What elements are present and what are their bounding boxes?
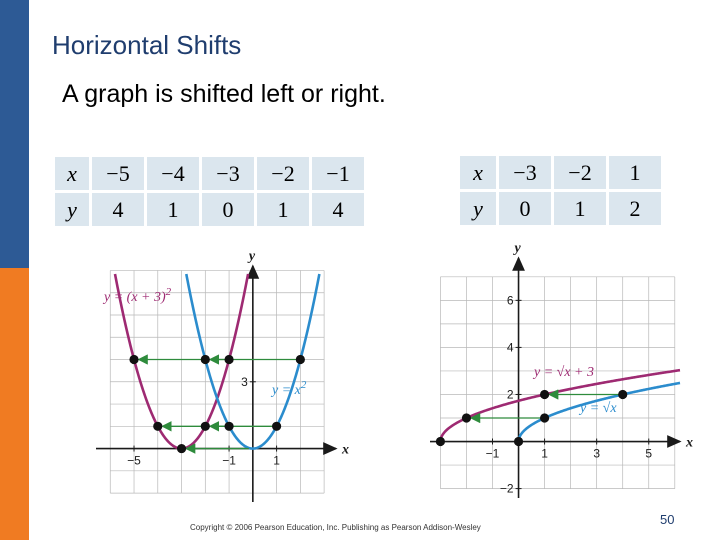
sidebar-accent-top — [0, 0, 29, 268]
table-cell: −1 — [312, 157, 364, 190]
table-row-x — [55, 157, 364, 190]
table-cell: −2 — [554, 156, 606, 189]
table-row-x — [460, 156, 661, 189]
value-table-right — [457, 153, 664, 228]
value-table-left — [52, 154, 367, 229]
x-tick-label: 5 — [645, 446, 653, 461]
x-tick-label: 1 — [273, 453, 280, 468]
slide-title: Horizontal Shifts — [52, 30, 242, 60]
page-number: 50 — [660, 512, 675, 527]
x-tick-label: −5 — [127, 453, 141, 468]
data-point — [272, 422, 281, 431]
table-cell: 4 — [312, 193, 364, 226]
table-row-y — [460, 192, 661, 225]
y-tick-label: 2 — [506, 387, 514, 402]
x-tick-label: −1 — [222, 453, 236, 468]
data-point — [224, 422, 233, 431]
x-tick-label: 3 — [593, 446, 601, 461]
table-cell: −3 — [202, 157, 254, 190]
table-header-y: y — [460, 192, 496, 225]
table-cell: −4 — [147, 157, 199, 190]
data-point — [436, 437, 445, 446]
y-tick-label: 4 — [506, 340, 514, 355]
y-axis-label: y — [248, 249, 256, 264]
sidebar-accent-bottom — [0, 268, 29, 540]
table-cell: 1 — [257, 193, 309, 226]
series-label: $y = (x + 3)^2$ — [104, 286, 172, 305]
data-point — [540, 390, 549, 399]
table-cell: 1 — [554, 192, 606, 225]
y-tick-label: 6 — [506, 293, 514, 308]
data-point — [514, 437, 523, 446]
data-point — [224, 355, 233, 364]
parabola-shift-graph — [96, 249, 349, 502]
data-point — [177, 444, 186, 453]
series-label: y = √x — [580, 401, 617, 416]
table-cell: 0 — [202, 193, 254, 226]
y-tick-label: 3 — [241, 374, 248, 389]
data-point — [462, 413, 471, 422]
series-label: $y = x^2$ — [272, 379, 307, 398]
data-point — [153, 422, 162, 431]
table-cell: −2 — [257, 157, 309, 190]
table-cell: 0 — [499, 192, 551, 225]
data-point — [540, 413, 549, 422]
copyright-footer: Copyright © 2006 Pearson Education, Inc. Publishing as Pearson Addison-Wesley — [190, 523, 481, 532]
y-tick-label: −2 — [499, 481, 514, 496]
table-header-x: x — [55, 157, 89, 190]
table-cell: 2 — [609, 192, 661, 225]
table-cell: 4 — [92, 193, 144, 226]
square-root-shift-graph — [430, 241, 693, 498]
table-header-y: y — [55, 193, 89, 226]
data-point — [201, 422, 210, 431]
table-cell: 1 — [147, 193, 199, 226]
series-label: y = √x + 3 — [534, 365, 595, 380]
slide-subtitle: A graph is shifted left or right. — [62, 80, 386, 108]
data-point — [201, 355, 210, 364]
x-tick-label: 1 — [541, 446, 548, 461]
x-axis-label: x — [342, 442, 349, 458]
data-point — [618, 390, 627, 399]
table-cell: −5 — [92, 157, 144, 190]
series-label-exponent: 2 — [300, 379, 307, 391]
series-line — [440, 370, 680, 441]
table-header-x: x — [460, 156, 496, 189]
data-point — [129, 355, 138, 364]
series-label-exponent: 2 — [165, 286, 172, 298]
x-axis-label: x — [686, 435, 693, 451]
data-point — [296, 355, 305, 364]
table-row-y — [55, 193, 364, 226]
table-cell: −3 — [499, 156, 551, 189]
x-tick-label: −1 — [485, 446, 500, 461]
table-cell: 1 — [609, 156, 661, 189]
y-axis-label: y — [514, 241, 521, 256]
